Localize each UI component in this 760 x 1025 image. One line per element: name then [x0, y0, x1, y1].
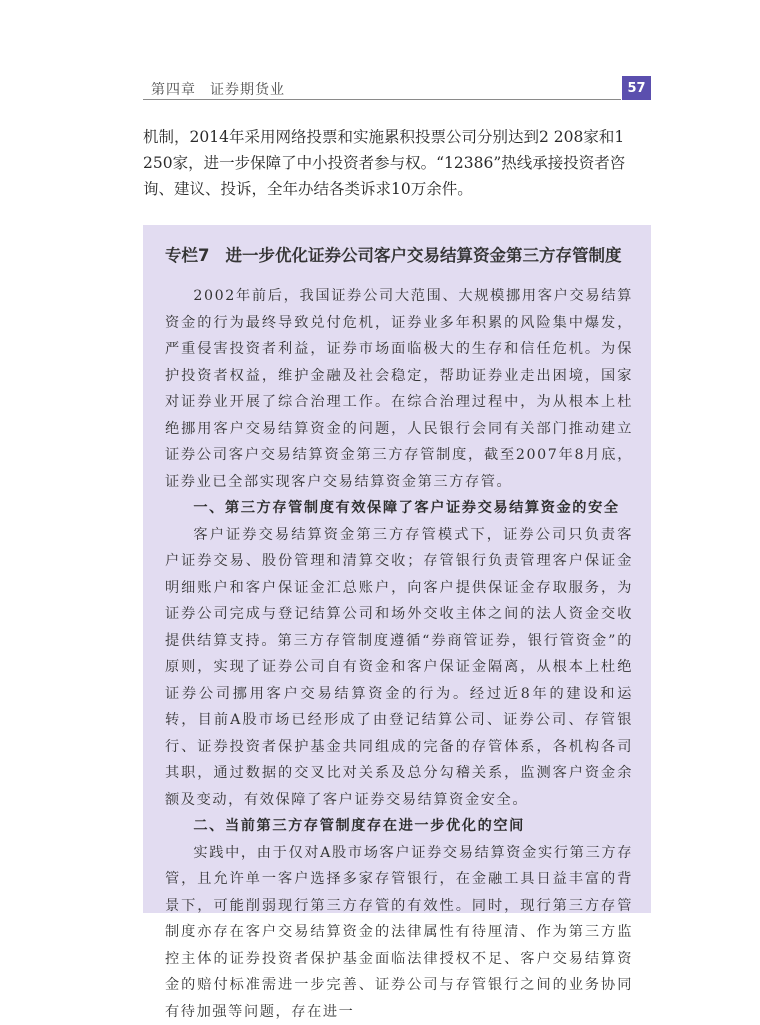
section-heading-1: 一、第三方存管制度有效保障了客户证券交易结算资金的安全	[165, 495, 633, 522]
feature-box-body	[165, 283, 633, 1025]
intro-paragraph: 机制，2014年采用网络投票和实施累积投票公司分别达到2 208家和1 250家，进一步保障了中小投资者参与权。“12386”热线承接投资者咨询、建议、投诉，全年办结各类诉求10万余件。	[143, 124, 653, 202]
feature-box-paragraph: 2002年前后，我国证券公司大范围、大规模挪用客户交易结算资金的行为最终导致兑付危机，证券业多年积累的风险集中爆发，严重侵害投资者利益，证券市场面临极大的生存和信任危机。为保护投资者权益，维护金融及社会稳定，帮助证券业走出困境，国家对证券业开展了综合治理工作。在综合治理过程中，为从根本上杜绝挪用客户交易结算资金的问题，人民银行会同有关部门推动建立证券公司客户交易结算资金第三方存管制度，截至2007年8月底，证券业已全部实现客户交易结算资金第三方存管。	[165, 283, 633, 495]
header-divider	[143, 99, 621, 100]
section-paragraph-1: 客户证券交易结算资金第三方存管模式下，证券公司只负责客户证券交易、股份管理和清算交收；存管银行负责管理客户保证金明细账户和客户保证金汇总账户，向客户提供保证金存取服务，为证券公司完成与登记结算公司和场外交收主体之间的法人资金交收提供结算支持。第三方存管制度遵循“券商管证券，银行管资金”的原则，实现了证券公司自有资金和客户保证金隔离，从根本上杜绝证券公司挪用客户交易结算资金的行为。经过近8年的建设和运转，目前A股市场已经形成了由登记结算公司、证券公司、存管银行、证券投资者保护基金共同组成的完备的存管体系，各机构各司其职，通过数据的交叉比对关系及总分勾稽关系，监测客户资金余额及变动，有效保障了客户证券交易结算资金安全。	[165, 522, 633, 814]
section-heading-2: 二、当前第三方存管制度存在进一步优化的空间	[165, 813, 633, 840]
feature-box-heading: 进一步优化证券公司客户交易结算资金第三方存管制度	[225, 246, 621, 265]
feature-box-label: 专栏7	[165, 246, 209, 265]
intro-paragraph-block	[143, 124, 653, 202]
section-paragraph-2: 实践中，由于仅对A股市场客户证券交易结算资金实行第三方存管，且允许单一客户选择多家存管银行，在金融工具日益丰富的背景下，可能削弱现行第三方存管的有效性。同时，现行第三方存管制度亦存在客户交易结算资金的法律属性有待厘清、作为第三方监控主体的证券投资者保护基金面临法律授权不足、客户交易结算资金的赔付标准需进一步完善、证券公司与存管银行之间的业务协同有待加强等问题，存在进一	[165, 840, 633, 1025]
chapter-name: 证券期货业	[210, 82, 285, 98]
page-number-badge: 57	[622, 76, 651, 100]
chapter-title	[151, 79, 285, 99]
running-header	[143, 76, 651, 100]
chapter-number: 第四章	[151, 82, 196, 98]
feature-box-title	[165, 242, 621, 266]
feature-box	[143, 225, 651, 913]
